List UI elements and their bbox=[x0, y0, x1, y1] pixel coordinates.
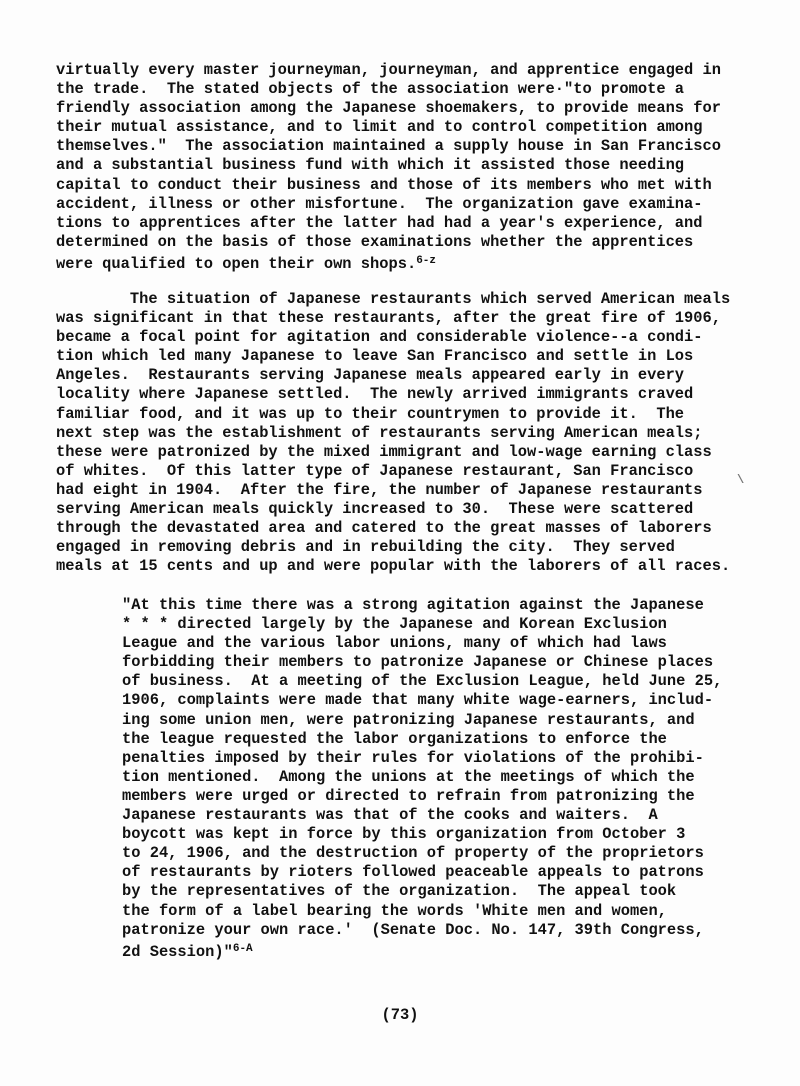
text-line: and a substantial business fund with which it assisted those needing bbox=[56, 156, 685, 175]
text-line: their mutual assistance, and to limit and to control competition among bbox=[56, 118, 703, 137]
quote-line: penalties imposed by their rules for violations of the prohibi- bbox=[122, 748, 704, 767]
paragraph-japanese-restaurants bbox=[56, 290, 756, 576]
text-line: themselves." The association maintained a supply house in San Francisco bbox=[56, 137, 721, 156]
paragraph-shoemakers-association bbox=[56, 61, 756, 271]
text-line: tions to apprentices after the latter had had a year's experience, and bbox=[56, 213, 703, 232]
text-line: determined on the basis of those examinations whether the apprentices bbox=[56, 232, 694, 251]
text-line: Angeles. Restaurants serving Japanese meals appeared early in every bbox=[56, 366, 685, 385]
text-line: friendly association among the Japanese shoemakers, to provide means for bbox=[56, 99, 721, 118]
quote-line: * * * directed largely by the Japanese and Korean Exclusion bbox=[122, 615, 667, 634]
text-line: familiar food, and it was up to their countrymen to provide it. The bbox=[56, 404, 685, 423]
footnote-reference: 6-A bbox=[232, 942, 253, 955]
text-line: accident, illness or other misfortune. The organization gave examina- bbox=[56, 194, 703, 213]
quote-line: tion mentioned. Among the unions at the meetings of which the bbox=[122, 767, 695, 786]
text-line: engaged in removing debris and in rebuilding the city. They served bbox=[56, 538, 675, 557]
text-line: capital to conduct their business and those of its members who met with bbox=[56, 175, 712, 194]
text-line: virtually every master journeyman, journeyman, and apprentice engaged in bbox=[56, 61, 721, 79]
page-number: (73) bbox=[381, 1006, 419, 1024]
text-line: meals at 15 cents and up and were popular with the laborers of all races. bbox=[56, 557, 731, 576]
quote-line: Japanese restaurants was that of the cooks and waiters. A bbox=[122, 806, 658, 825]
quote-line: League and the various labor unions, many of which had laws bbox=[122, 634, 667, 653]
text-line-content: were qualified to open their own shops. bbox=[56, 254, 417, 273]
text-line: these were patronized by the mixed immigrant and low-wage earning class bbox=[56, 442, 712, 461]
text-line: of whites. Of this latter type of Japanese restaurant, San Francisco bbox=[56, 461, 694, 480]
quote-line: the form of a label bearing the words 'White men and women, bbox=[122, 901, 667, 920]
quote-line: members were urged or directed to refrain from patronizing the bbox=[122, 786, 695, 805]
quote-line: the league requested the labor organizations to enforce the bbox=[122, 729, 667, 748]
quote-line: boycott was kept in force by this organization from October 3 bbox=[122, 825, 686, 844]
quote-line-content: 2d Session)" bbox=[122, 942, 233, 961]
quote-line: ing some union men, were patronizing Japanese restaurants, and bbox=[122, 710, 695, 729]
text-line: tion which led many Japanese to leave San Francisco and settle in Los bbox=[56, 347, 694, 366]
text-line: became a focal point for agitation and considerable violence--a condi- bbox=[56, 328, 703, 347]
text-line: serving American meals quickly increased to 30. These were scattered bbox=[56, 500, 694, 519]
quote-line bbox=[122, 940, 762, 959]
quote-line: "At this time there was a strong agitation against the Japanese bbox=[122, 596, 704, 614]
text-line: locality where Japanese settled. The newly arrived immigrants craved bbox=[56, 385, 694, 404]
quote-line: by the representatives of the organization. The appeal took bbox=[122, 882, 677, 901]
quote-line: of business. At a meeting of the Exclusion League, held June 25, bbox=[122, 672, 723, 691]
text-line: the trade. The stated objects of the association were·"to promote a bbox=[56, 80, 685, 99]
text-line: was significant in that these restaurants, after the great fire of 1906, bbox=[56, 309, 721, 328]
text-line: next step was the establishment of restaurants serving American meals; bbox=[56, 423, 703, 442]
quote-line: of restaurants by rioters followed peaceable appeals to patrons bbox=[122, 863, 704, 882]
footnote-reference: 6-z bbox=[416, 254, 437, 267]
quote-line: 1906, complaints were made that many white wage-earners, includ- bbox=[122, 691, 714, 710]
text-line: through the devastated area and catered to the great masses of laborers bbox=[56, 519, 712, 538]
block-quote bbox=[122, 596, 762, 959]
quote-line: forbidding their members to patronize Japanese or Chinese places bbox=[122, 653, 714, 672]
text-line: The situation of Japanese restaurants which served American meals bbox=[56, 290, 731, 308]
quote-line: patronize your own race.' (Senate Doc. No. 147, 39th Congress, bbox=[122, 920, 704, 939]
quote-line: to 24, 1906, and the destruction of property of the proprietors bbox=[122, 844, 704, 863]
text-line: had eight in 1904. After the fire, the number of Japanese restaurants bbox=[56, 480, 703, 499]
stray-mark: \ bbox=[737, 473, 745, 487]
text-line bbox=[56, 252, 756, 271]
